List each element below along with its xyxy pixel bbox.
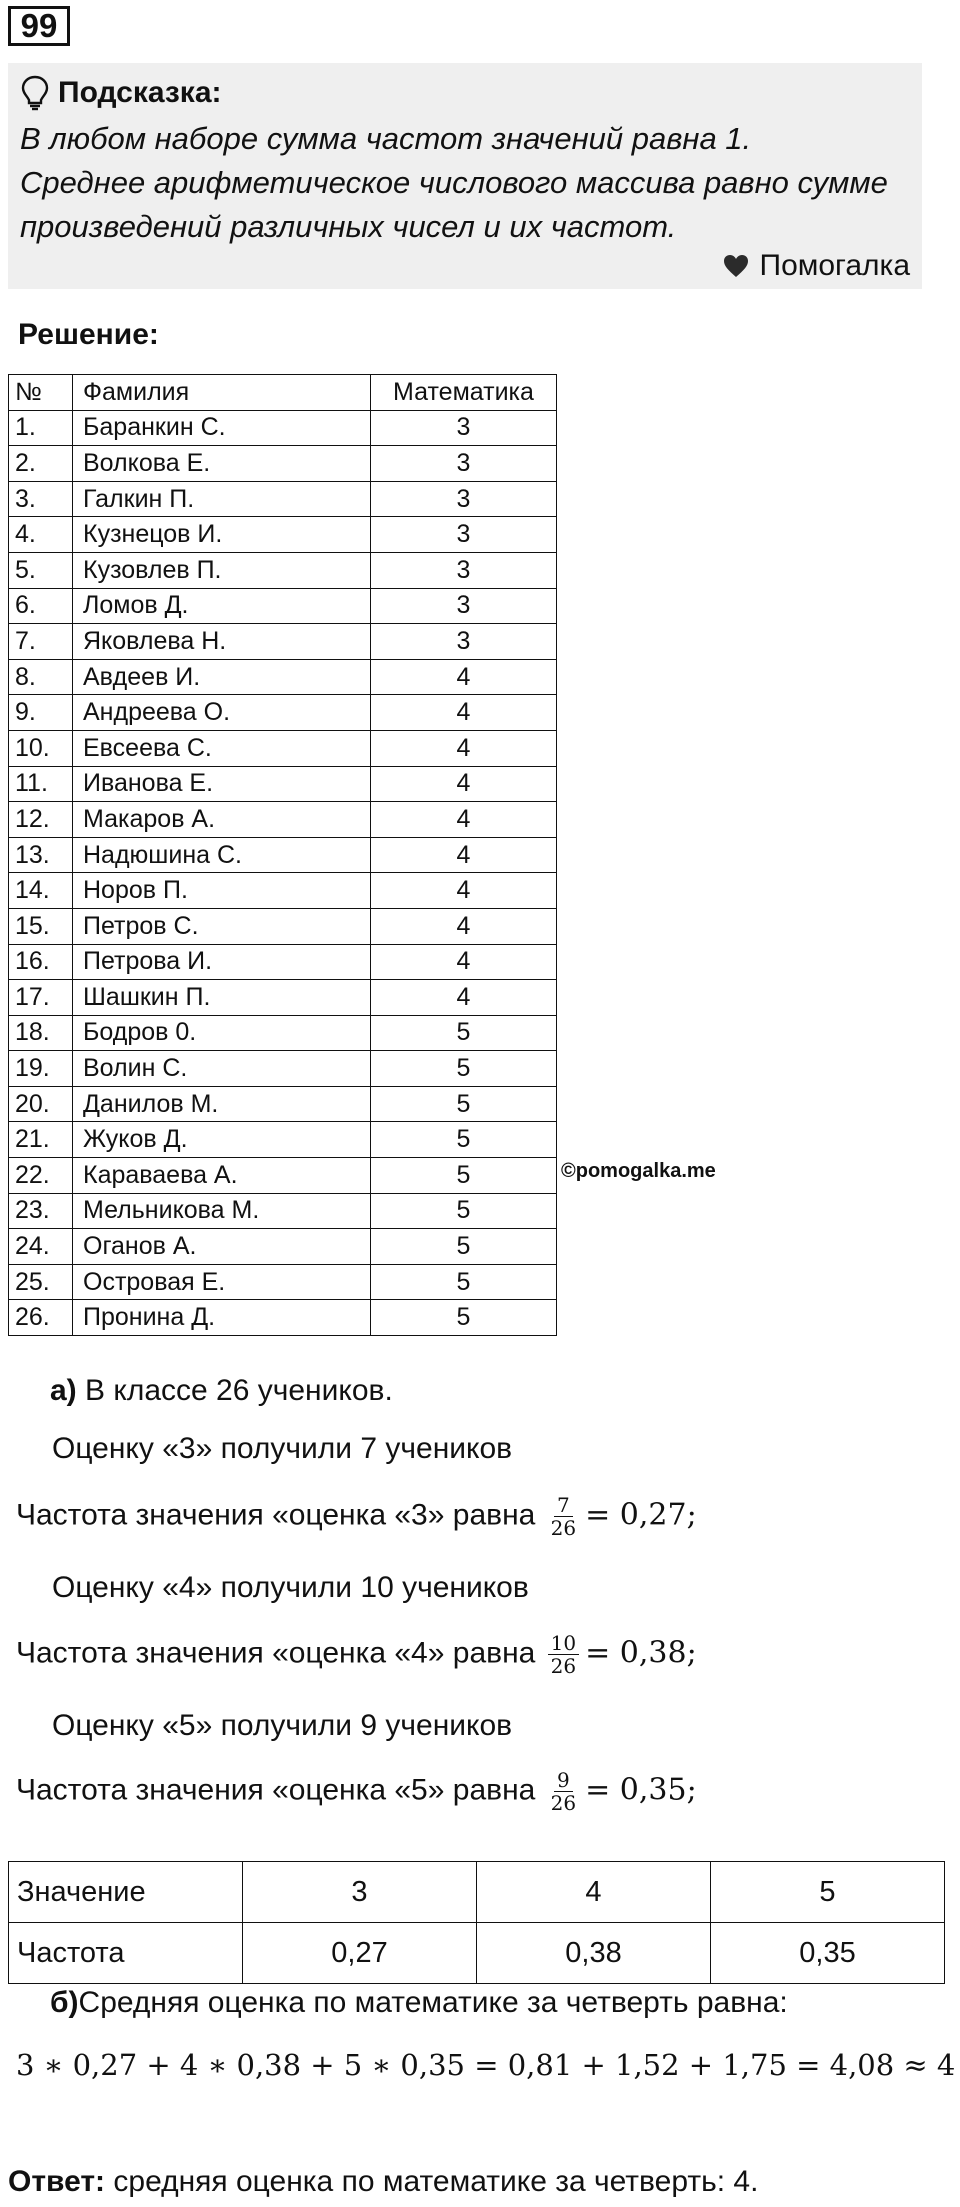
table-row (9, 1300, 557, 1336)
watermark: ©pomogalka.me (561, 1160, 716, 1182)
student-name: Жуков Д. (73, 1122, 371, 1158)
student-name: Ломов Д. (73, 588, 371, 624)
math-grade: 5 (371, 1086, 557, 1122)
math-grade: 4 (371, 659, 557, 695)
student-name: Островая Е. (73, 1264, 371, 1300)
fraction (548, 1494, 579, 1539)
table-row (9, 517, 557, 553)
row-number: 21. (9, 1122, 73, 1158)
student-name: Макаров А. (73, 802, 371, 838)
table-row (9, 410, 557, 446)
fraction (548, 1769, 579, 1814)
row-number: 26. (9, 1300, 73, 1336)
math-grade: 5 (371, 1122, 557, 1158)
math-grade: 3 (371, 481, 557, 517)
math-grade: 3 (371, 624, 557, 660)
math-grade: 5 (371, 1193, 557, 1229)
part-a-intro (50, 1374, 393, 1408)
column-header: Фамилия (73, 375, 371, 411)
table-row (9, 695, 557, 731)
fraction-numerator: 9 (554, 1769, 573, 1792)
table-row (9, 481, 557, 517)
row-number: 9. (9, 695, 73, 731)
math-grade: 5 (371, 1300, 557, 1336)
solution-title: Решение: (18, 318, 159, 351)
row-number: 8. (9, 659, 73, 695)
student-name: Баранкин С. (73, 410, 371, 446)
math-grade: 4 (371, 802, 557, 838)
student-name: Галкин П. (73, 481, 371, 517)
student-name: Кузовлев П. (73, 552, 371, 588)
row-number: 3. (9, 481, 73, 517)
math-grade: 5 (371, 1229, 557, 1265)
frequency-text: Частота значения «оценка «5» равна (16, 1773, 536, 1807)
table-row (9, 552, 557, 588)
column-header: № (9, 375, 73, 411)
table-row (9, 730, 557, 766)
row-number: 6. (9, 588, 73, 624)
table-row (9, 1862, 945, 1923)
student-name: Евсеева С. (73, 730, 371, 766)
row-number: 11. (9, 766, 73, 802)
table-cell: 0,38 (477, 1923, 711, 1984)
frequency-line (16, 1632, 697, 1677)
student-name: Данилов М. (73, 1086, 371, 1122)
student-name: Петрова И. (73, 944, 371, 980)
part-a-label: а) (50, 1374, 77, 1407)
table-row (9, 1086, 557, 1122)
hint-source-label: Помогалка (759, 249, 910, 282)
row-number: 22. (9, 1158, 73, 1194)
row-number: 17. (9, 980, 73, 1016)
student-name: Иванова Е. (73, 766, 371, 802)
count-line: Оценку «4» получили 10 учеников (52, 1571, 529, 1604)
part-b-statement: Средняя оценка по математике за четверть равна: (78, 1986, 788, 2019)
frequency-table (8, 1861, 945, 1984)
frequency-result: = 0,27; (585, 1497, 697, 1533)
count-line: Оценку «5» получили 9 учеников (52, 1709, 513, 1742)
student-name: Яковлева Н. (73, 624, 371, 660)
math-grade: 3 (371, 588, 557, 624)
row-number: 13. (9, 837, 73, 873)
students-table-body (9, 410, 557, 1335)
row-number: 5. (9, 552, 73, 588)
table-cell: 5 (711, 1862, 945, 1923)
math-grade: 3 (371, 552, 557, 588)
math-grade: 4 (371, 980, 557, 1016)
answer-label: Ответ: (8, 2165, 106, 2198)
math-grade: 4 (371, 873, 557, 909)
part-b-text (50, 1986, 788, 2020)
column-header: Математика (371, 375, 557, 411)
frequency-line (16, 1494, 697, 1539)
hint-source[interactable] (722, 249, 911, 283)
frequency-result: = 0,38; (585, 1635, 697, 1671)
hint-box (8, 63, 922, 289)
math-grade: 5 (371, 1264, 557, 1300)
row-number: 7. (9, 624, 73, 660)
table-row (9, 1051, 557, 1087)
table-cell: Значение (9, 1862, 243, 1923)
student-name: Бодров 0. (73, 1015, 371, 1051)
student-name: Пронина Д. (73, 1300, 371, 1336)
row-number: 16. (9, 944, 73, 980)
table-cell: 4 (477, 1862, 711, 1923)
row-number: 25. (9, 1264, 73, 1300)
table-row (9, 1264, 557, 1300)
table-header-row (9, 375, 557, 411)
row-number: 15. (9, 908, 73, 944)
table-row (9, 446, 557, 482)
hint-title: Подсказка: (58, 76, 222, 109)
row-number: 10. (9, 730, 73, 766)
row-number: 20. (9, 1086, 73, 1122)
student-name: Кузнецов И. (73, 517, 371, 553)
part-a-intro-text: В классе 26 учеников. (76, 1374, 393, 1407)
table-row (9, 624, 557, 660)
math-grade: 3 (371, 410, 557, 446)
row-number: 12. (9, 802, 73, 838)
student-name: Волкова Е. (73, 446, 371, 482)
lightbulb-icon (20, 75, 50, 111)
fraction-numerator: 10 (548, 1632, 579, 1655)
student-name: Мельникова М. (73, 1193, 371, 1229)
math-grade: 5 (371, 1051, 557, 1087)
table-row (9, 1229, 557, 1265)
table-row (9, 873, 557, 909)
student-name: Андреева О. (73, 695, 371, 731)
student-name: Авдеев И. (73, 659, 371, 695)
row-number: 24. (9, 1229, 73, 1265)
table-row (9, 1158, 557, 1194)
table-row (9, 837, 557, 873)
row-number: 4. (9, 517, 73, 553)
part-b-label: б) (50, 1986, 79, 2019)
row-number: 1. (9, 410, 73, 446)
table-row (9, 1193, 557, 1229)
math-grade: 4 (371, 730, 557, 766)
math-grade: 4 (371, 695, 557, 731)
student-name: Шашкин П. (73, 980, 371, 1016)
math-grade: 3 (371, 446, 557, 482)
table-row (9, 980, 557, 1016)
table-cell: 0,35 (711, 1923, 945, 1984)
math-grade: 4 (371, 908, 557, 944)
student-name: Оганов А. (73, 1229, 371, 1265)
average-formula: 3 ∗ 0,27 + 4 ∗ 0,38 + 5 ∗ 0,35 = 0,81 + 1,52 + 1,75 = 4,08 ≈ 4 (16, 2048, 956, 2082)
row-number: 2. (9, 446, 73, 482)
student-name: Надюшина С. (73, 837, 371, 873)
hint-line: В любом наборе сумма частот значений равна 1. (20, 121, 752, 156)
table-row (9, 1122, 557, 1158)
table-cell: Частота (9, 1923, 243, 1984)
answer-text: средняя оценка по математике за четверть: 4. (105, 2165, 759, 2198)
table-row (9, 659, 557, 695)
frequency-text: Частота значения «оценка «4» равна (16, 1636, 536, 1670)
math-grade: 4 (371, 837, 557, 873)
answer-line (8, 2165, 758, 2199)
hint-text (20, 117, 910, 249)
fraction-denominator: 26 (550, 1654, 577, 1678)
fraction-denominator: 26 (550, 1791, 577, 1815)
fraction-numerator: 7 (554, 1494, 573, 1517)
task-number: 99 (8, 6, 70, 46)
math-grade: 5 (371, 1158, 557, 1194)
fraction (548, 1632, 579, 1677)
row-number: 19. (9, 1051, 73, 1087)
math-grade: 5 (371, 1015, 557, 1051)
table-cell: 0,27 (243, 1923, 477, 1984)
students-table (8, 374, 557, 1336)
student-name: Петров С. (73, 908, 371, 944)
student-name: Волин С. (73, 1051, 371, 1087)
math-grade: 4 (371, 944, 557, 980)
count-line: Оценку «3» получили 7 учеников (52, 1432, 513, 1465)
table-row (9, 908, 557, 944)
row-number: 18. (9, 1015, 73, 1051)
heart-icon (722, 253, 750, 279)
math-grade: 4 (371, 766, 557, 802)
table-row (9, 766, 557, 802)
frequency-text: Частота значения «оценка «3» равна (16, 1498, 536, 1532)
frequency-result: = 0,35; (585, 1772, 697, 1808)
student-name: Караваева А. (73, 1158, 371, 1194)
table-row (9, 944, 557, 980)
row-number: 23. (9, 1193, 73, 1229)
math-grade: 3 (371, 517, 557, 553)
table-row (9, 802, 557, 838)
table-row (9, 1923, 945, 1984)
hint-header (20, 73, 910, 113)
table-cell: 3 (243, 1862, 477, 1923)
frequency-line (16, 1769, 697, 1814)
hint-line: Среднее арифметическое числового массива равно сумме (20, 165, 888, 200)
table-row (9, 588, 557, 624)
table-row (9, 1015, 557, 1051)
fraction-denominator: 26 (550, 1516, 577, 1540)
row-number: 14. (9, 873, 73, 909)
hint-line: произведений различных чисел и их частот. (20, 209, 677, 244)
student-name: Норов П. (73, 873, 371, 909)
